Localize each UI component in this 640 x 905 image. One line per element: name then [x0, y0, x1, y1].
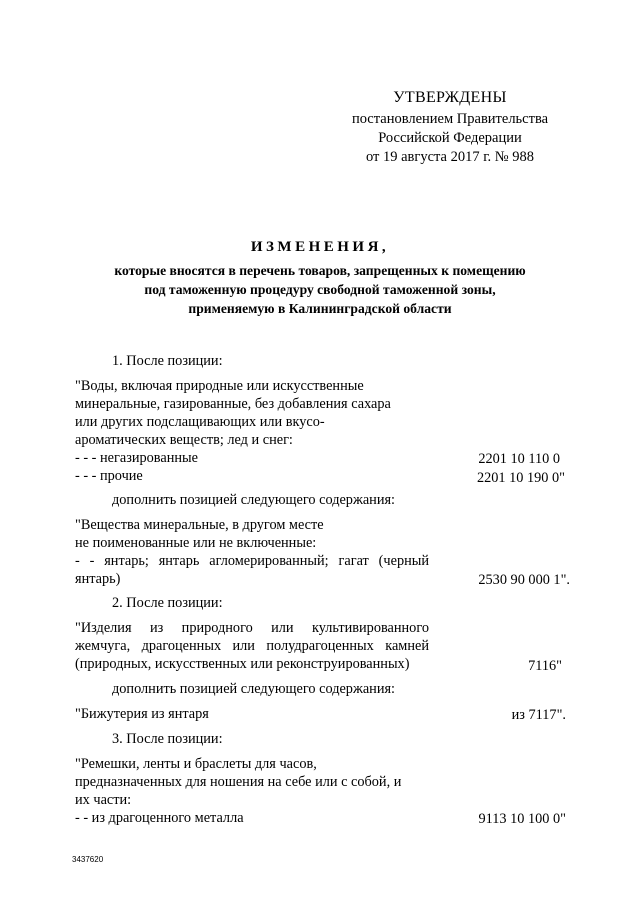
section2-new-line: "Бижутерия из янтаря: [75, 706, 209, 722]
document-subtitle: [60, 261, 580, 318]
section3-item-label: - - из драгоценного металла: [75, 810, 244, 826]
section1-quote-line: минеральные, газированные, без добавления сахара: [75, 396, 391, 412]
section1-quote-line: ароматических веществ; лед и снег:: [75, 432, 293, 448]
document-id: 3437620: [72, 855, 104, 864]
section1-new-line: "Вещества минеральные, в другом месте: [75, 517, 324, 533]
subtitle-line: применяемую в Калининградской области: [188, 301, 452, 316]
section3-quote-line: "Ремешки, ленты и браслеты для часов,: [75, 756, 317, 772]
approval-line: от 19 августа 2017 г. № 988: [365, 149, 535, 165]
section2-quote-line: жемчуга, драгоценных или полудрагоценных камней: [75, 638, 429, 654]
section2-new-code: из 7117".: [511, 707, 566, 723]
section1-item-label: - - - негазированные: [75, 450, 198, 466]
section1-item-code: 2201 10 110 0: [478, 451, 560, 467]
section1-heading: 1. После позиции:: [112, 353, 223, 369]
approval-heading: УТВЕРЖДЕНЫ: [393, 89, 507, 106]
section2-code: 7116": [528, 658, 562, 674]
approval-line: Российской Федерации: [378, 130, 522, 146]
section1-new-line: не поименованные или не включенные:: [75, 535, 317, 551]
document-title: ИЗМЕНЕНИЯ,: [250, 239, 390, 255]
section2-quote-line: "Изделия из природного или культивированного: [75, 620, 429, 636]
approval-line: постановлением Правительства: [351, 111, 549, 127]
section1-new-code: 2530 90 000 1".: [478, 572, 570, 588]
section2-supplement: дополнить позицией следующего содержания:: [112, 681, 396, 697]
section1-new-line: янтарь): [75, 571, 121, 587]
section3-item-code: 9113 10 100 0": [478, 811, 566, 827]
section1-item-code: 2201 10 190 0": [476, 470, 565, 486]
subtitle-line: под таможенную процедуру свободной таможенной зоны,: [144, 282, 496, 297]
section3-quote-line: предназначенных для ношения на себе или с собой, и: [75, 774, 402, 790]
section1-supplement: дополнить позицией следующего содержания:: [112, 492, 396, 508]
section2-quote-line: (природных, искусственных или реконструированных): [75, 656, 410, 672]
section1-quote-line: "Воды, включая природные или искусственные: [75, 378, 364, 394]
section3-heading: 3. После позиции:: [112, 731, 223, 747]
section1-quote-line: или других подслащивающих или вкусо-: [75, 414, 325, 430]
section3-quote-line: их части:: [75, 792, 132, 808]
approval-block: [330, 88, 570, 167]
section1-new-line: - - янтарь; янтарь агломерированный; гагат (черный: [75, 553, 429, 569]
section2-heading: 2. После позиции:: [112, 595, 223, 611]
section1-item-label: - - - прочие: [75, 468, 143, 484]
subtitle-line: которые вносятся в перечень товаров, запрещенных к помещению: [114, 263, 526, 278]
